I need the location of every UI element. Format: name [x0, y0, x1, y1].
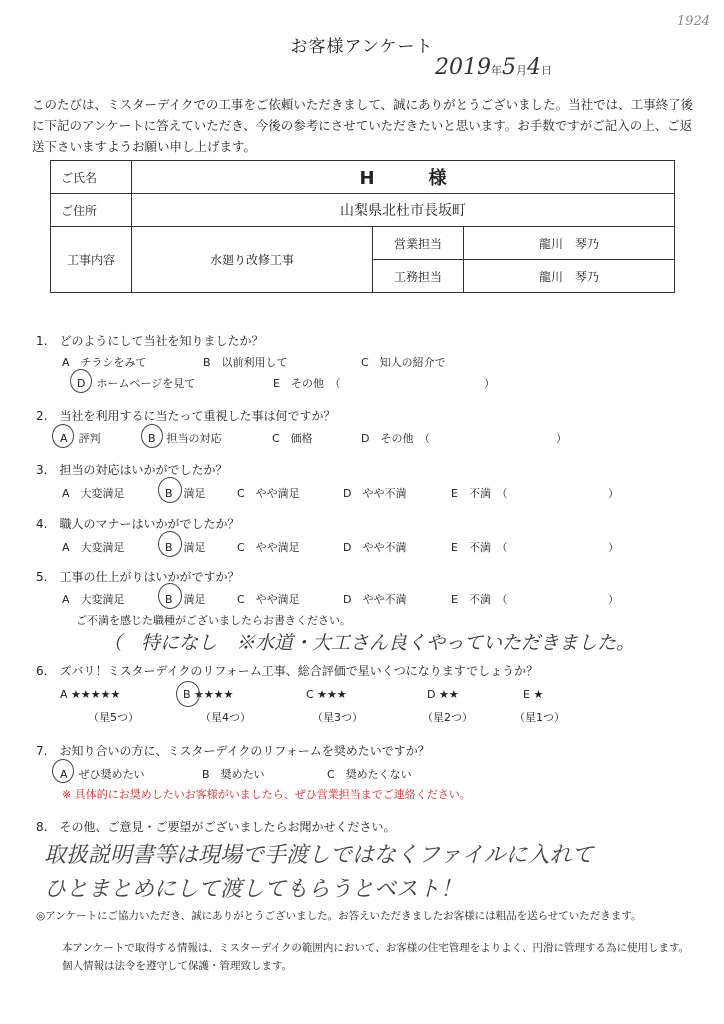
q5-option-a: A 大変満足 — [62, 593, 125, 606]
footer-privacy-line2: 個人情報は法令を遵守して保護・管理致します。 — [62, 960, 293, 972]
corner-number: 1924 — [676, 14, 710, 29]
customer-info-table — [50, 160, 675, 293]
q6-text: 6. ズバリ！ミスターデイクのリフォーム工事、総合評価で星いくつになりますでしょうか？ — [36, 664, 539, 678]
date-day: 4 — [527, 55, 541, 80]
page-title: お客様アンケート — [290, 37, 434, 57]
q5-followup: ご不満を感じた職種がございましたらお書きください。 — [76, 614, 351, 627]
q6-caption-c: （星3つ） — [312, 711, 363, 724]
footer-thanks: ◎アンケートにご協力いただき、誠にありがとうございました。お答えいただきましたお客様には粗品を送らせていただきます。 — [36, 910, 642, 922]
q5-option-b: B 満足 — [165, 593, 206, 606]
q7-answer-circle — [52, 759, 74, 783]
q4-text: 4. 職人のマナーはいかがでしたか？ — [36, 517, 240, 531]
q2-option-b: B 担当の対応 — [148, 432, 222, 445]
q2-text: 2. 当社を利用するに当たって重視した事は何ですか？ — [36, 409, 336, 423]
q2-answer-circle-a — [52, 424, 74, 448]
q5-option-e: E 不満 （ — [451, 593, 508, 606]
q4-option-d: D やや不満 — [343, 541, 407, 554]
name-value: H 様 — [132, 161, 675, 194]
q6-caption-e: （星1つ） — [514, 711, 565, 724]
q3-option-e-close: ） — [608, 487, 619, 500]
address-value: 山梨県北杜市長坂町 — [132, 194, 675, 227]
q3-option-b: B 満足 — [165, 487, 206, 500]
q5-option-e-close: ） — [608, 593, 619, 606]
q4-option-e-close: ） — [608, 541, 619, 554]
address-label: ご住所 — [51, 194, 132, 227]
q5-answer-circle — [158, 583, 182, 609]
q2-answer-circle-b — [141, 424, 163, 448]
q6-option-a: A ★★★★★ — [60, 688, 121, 701]
q4-option-b: B 満足 — [165, 541, 206, 554]
q5-option-c: C やや満足 — [237, 593, 300, 606]
q7-option-b: B 奨めたい — [202, 768, 265, 781]
q5-option-d: D やや不満 — [343, 593, 407, 606]
date-day-kanji: 日 — [541, 64, 552, 77]
q3-option-c: C やや満足 — [237, 487, 300, 500]
q6-caption-b: （星4つ） — [200, 711, 251, 724]
construction-label: 工務担当 — [373, 260, 464, 293]
q1-answer-circle — [70, 369, 92, 393]
q5-handwritten-answer: （ 特になし ※水道・大工さん良くやっていただきました。 — [103, 632, 636, 654]
q3-option-d: D やや不満 — [343, 487, 407, 500]
sales-label: 営業担当 — [373, 227, 464, 260]
q6-option-d: D ★★ — [427, 688, 459, 701]
q1-option-e-close: ） — [484, 377, 495, 390]
q3-option-a: A 大変満足 — [62, 487, 125, 500]
work-value: 水廻り改修工事 — [132, 227, 373, 293]
q6-option-e: E ★ — [523, 688, 544, 701]
q1-option-b: B 以前利用して — [203, 356, 288, 369]
q1-option-e: E その他 （ — [273, 377, 341, 390]
q4-option-c: C やや満足 — [237, 541, 300, 554]
q2-option-d-close: ） — [556, 432, 567, 445]
q6-option-b: B ★★★★ — [183, 688, 234, 701]
q1-option-d: D ホームページを見て — [77, 377, 196, 390]
q2-option-c: C 価格 — [272, 432, 313, 445]
q7-option-c: C 奨めたくない — [327, 768, 412, 781]
q3-option-e: E 不満 （ — [451, 487, 508, 500]
q7-text: 7. お知り合いの方に、ミスターデイクのリフォームを奨めたいですか？ — [36, 744, 430, 758]
sales-value: 龍川 琴乃 — [464, 227, 675, 260]
q8-handwritten-line1: 取扱説明書等は現場で手渡しではなくファイルに入れて — [44, 843, 594, 868]
q3-text: 3. 担当の対応はいかがでしたか？ — [36, 463, 228, 477]
intro-text: このたびは、ミスターデイクでの工事をご依頼いただきまして、誠にありがとうございました。当社では、工事終了後に下記のアンケートに答えていただき、今後の参考にさせていただきたいと思います。お手数ですがご記入の上、ご返送下さいますようお願い申し上げます。 — [32, 97, 694, 154]
date-year-kanji: 年 — [491, 64, 502, 77]
q6-caption-d: （星2つ） — [422, 711, 473, 724]
q6-option-c: C ★★★ — [306, 688, 347, 701]
q1-text: 1. どのようにして当社を知りましたか？ — [36, 334, 264, 348]
q7-option-a: A ぜひ奨めたい — [60, 768, 145, 781]
date-year: 2019 — [435, 55, 491, 80]
q4-option-a: A 大変満足 — [62, 541, 125, 554]
q1-option-a: A チラシをみて — [62, 356, 147, 369]
q6-answer-circle — [176, 681, 200, 707]
date-month-kanji: 月 — [516, 64, 527, 77]
q2-option-d: D その他 （ — [361, 432, 430, 445]
q8-handwritten-line2: ひとまとめにして渡してもらうとベスト！ — [44, 877, 463, 902]
q5-text: 5. 工事の仕上がりはいかがですか？ — [36, 570, 240, 584]
work-label: 工事内容 — [51, 227, 132, 293]
date-month: 5 — [502, 55, 516, 80]
construction-value: 龍川 琴乃 — [464, 260, 675, 293]
date — [435, 55, 552, 80]
q2-option-a: A 評判 — [60, 432, 101, 445]
q1-option-c: C 知人の紹介で — [361, 356, 446, 369]
q6-caption-a: （星5つ） — [88, 711, 139, 724]
q4-option-e: E 不満 （ — [451, 541, 508, 554]
footer-privacy-line1: 本アンケートで取得する情報は、ミスターデイクの範囲内において、お客様の住宅管理をよりよく、円滑に管理する為に使用します。 — [62, 942, 690, 954]
q8-text: 8. その他、ご意見・ご要望がございましたらお聞かせください。 — [36, 820, 396, 834]
q4-answer-circle — [158, 531, 182, 557]
q3-answer-circle — [158, 477, 182, 503]
q7-note: ※ 具体的にお奨めしたいお客様がいましたら、ぜひ営業担当までご連絡ください。 — [62, 788, 471, 801]
name-label: ご氏名 — [51, 161, 132, 194]
